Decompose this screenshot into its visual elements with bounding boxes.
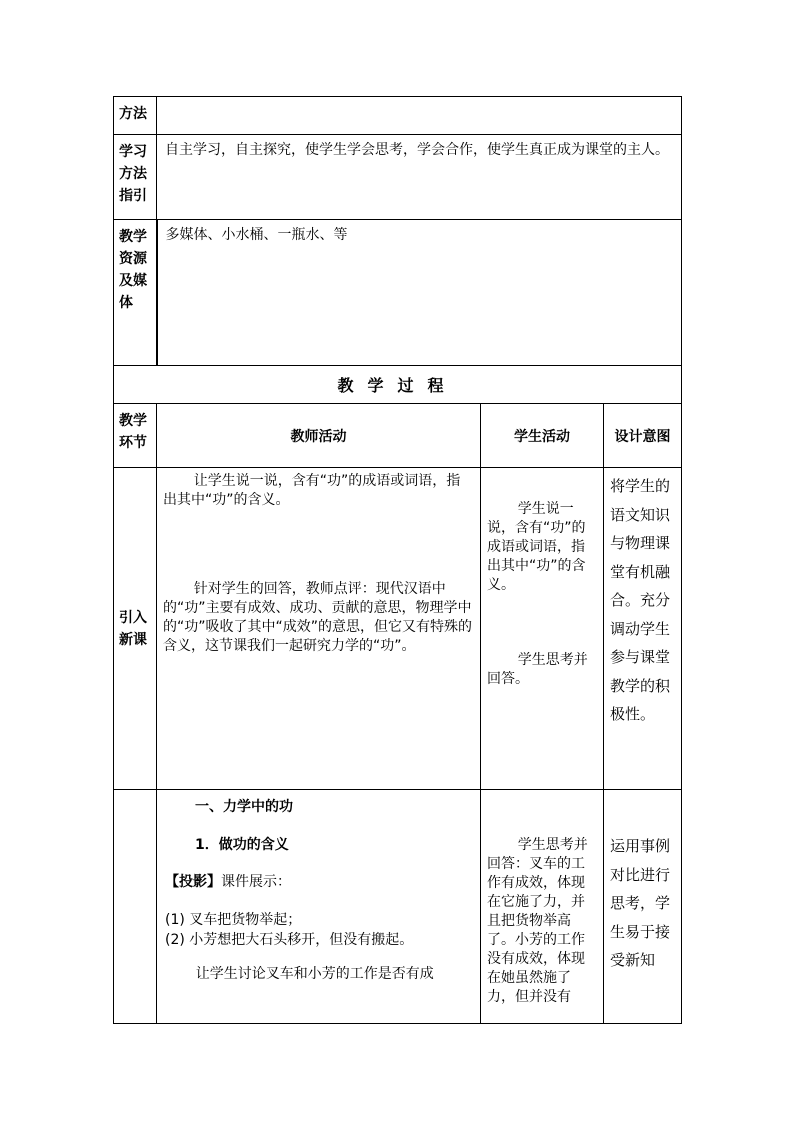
study-guide-content: 自主学习，自主探究，使学生学会思考，学会合作，使学生真正成为课堂的主人。 [157,135,682,220]
row-banner [114,366,682,404]
row-work [114,790,682,1024]
row-method [114,97,682,135]
projection-text: 课件展示： [221,874,291,890]
row-intro [114,468,682,790]
method-content [157,97,682,135]
intro-teacher-p2: 针对学生的回答，教师点评：现代汉语中的“功”主要有成效、成功、贡献的意思，物理学中的“功”吸收了其中“成效”的意思，但它又有特殊的含义，这节课我们一起研究力学的“功”。 [163,581,473,654]
header-stage: 教学 环节 [114,404,157,468]
intro-student-activity [481,468,604,790]
work-design-intent: 运用事例对比进行思考，学生易于接受新知 [604,790,682,1024]
row-study-guide [114,135,682,220]
work-item-2: (2) 小芳想把大石头移开，但没有搬起。 [165,932,414,948]
work-stage [114,790,157,1024]
projection-tag: 【投影】 [165,874,221,890]
intro-teacher-activity [157,468,481,790]
lesson-plan-table [113,96,682,1024]
intro-teacher-p1: 让学生说一说，含有“功”的成语或词语，指出其中“功”的含义。 [163,473,461,508]
header-student-activity: 学生活动 [481,404,604,468]
study-guide-label: 学习 方法 指引 [114,135,157,220]
intro-stage: 引入 新课 [114,468,157,790]
work-section-title: 一、力学中的功 [195,799,293,815]
projection-line [165,872,474,892]
work-student-text: 学生思考并回答：叉车的工作有成效，体现在它施了力，并且把货物举高了。小芳的工作没有成效，体现在她虽然施了力，但并没有 [487,837,588,1005]
header-design-intent: 设计意图 [604,404,682,468]
row-process-header [114,404,682,468]
intro-student-p2: 学生思考并回答。 [487,652,588,687]
header-teacher-activity: 教师活动 [157,404,481,468]
work-discuss: 让学生讨论叉车和小芳的工作是否有成 [195,966,434,982]
work-sub-title: 1．做功的含义 [195,837,289,853]
work-teacher-activity [157,790,481,1024]
row-resources [114,220,682,366]
process-banner: 教学过程 [114,366,682,404]
work-student-activity [481,790,604,1024]
resources-content: 多媒体、小水桶、一瓶水、等 [157,220,682,366]
work-item-1: (1) 叉车把货物举起； [165,912,302,928]
method-label: 方法 [114,97,157,135]
intro-student-p1: 学生说一说，含有“功”的成语或词语，指出其中“功”的含义。 [487,501,586,593]
resources-label: 教学 资源 及媒 体 [114,220,157,366]
intro-design-intent: 将学生的语文知识与物理课堂有机融合。充分调动学生参与课堂教学的积极性。 [604,468,682,790]
